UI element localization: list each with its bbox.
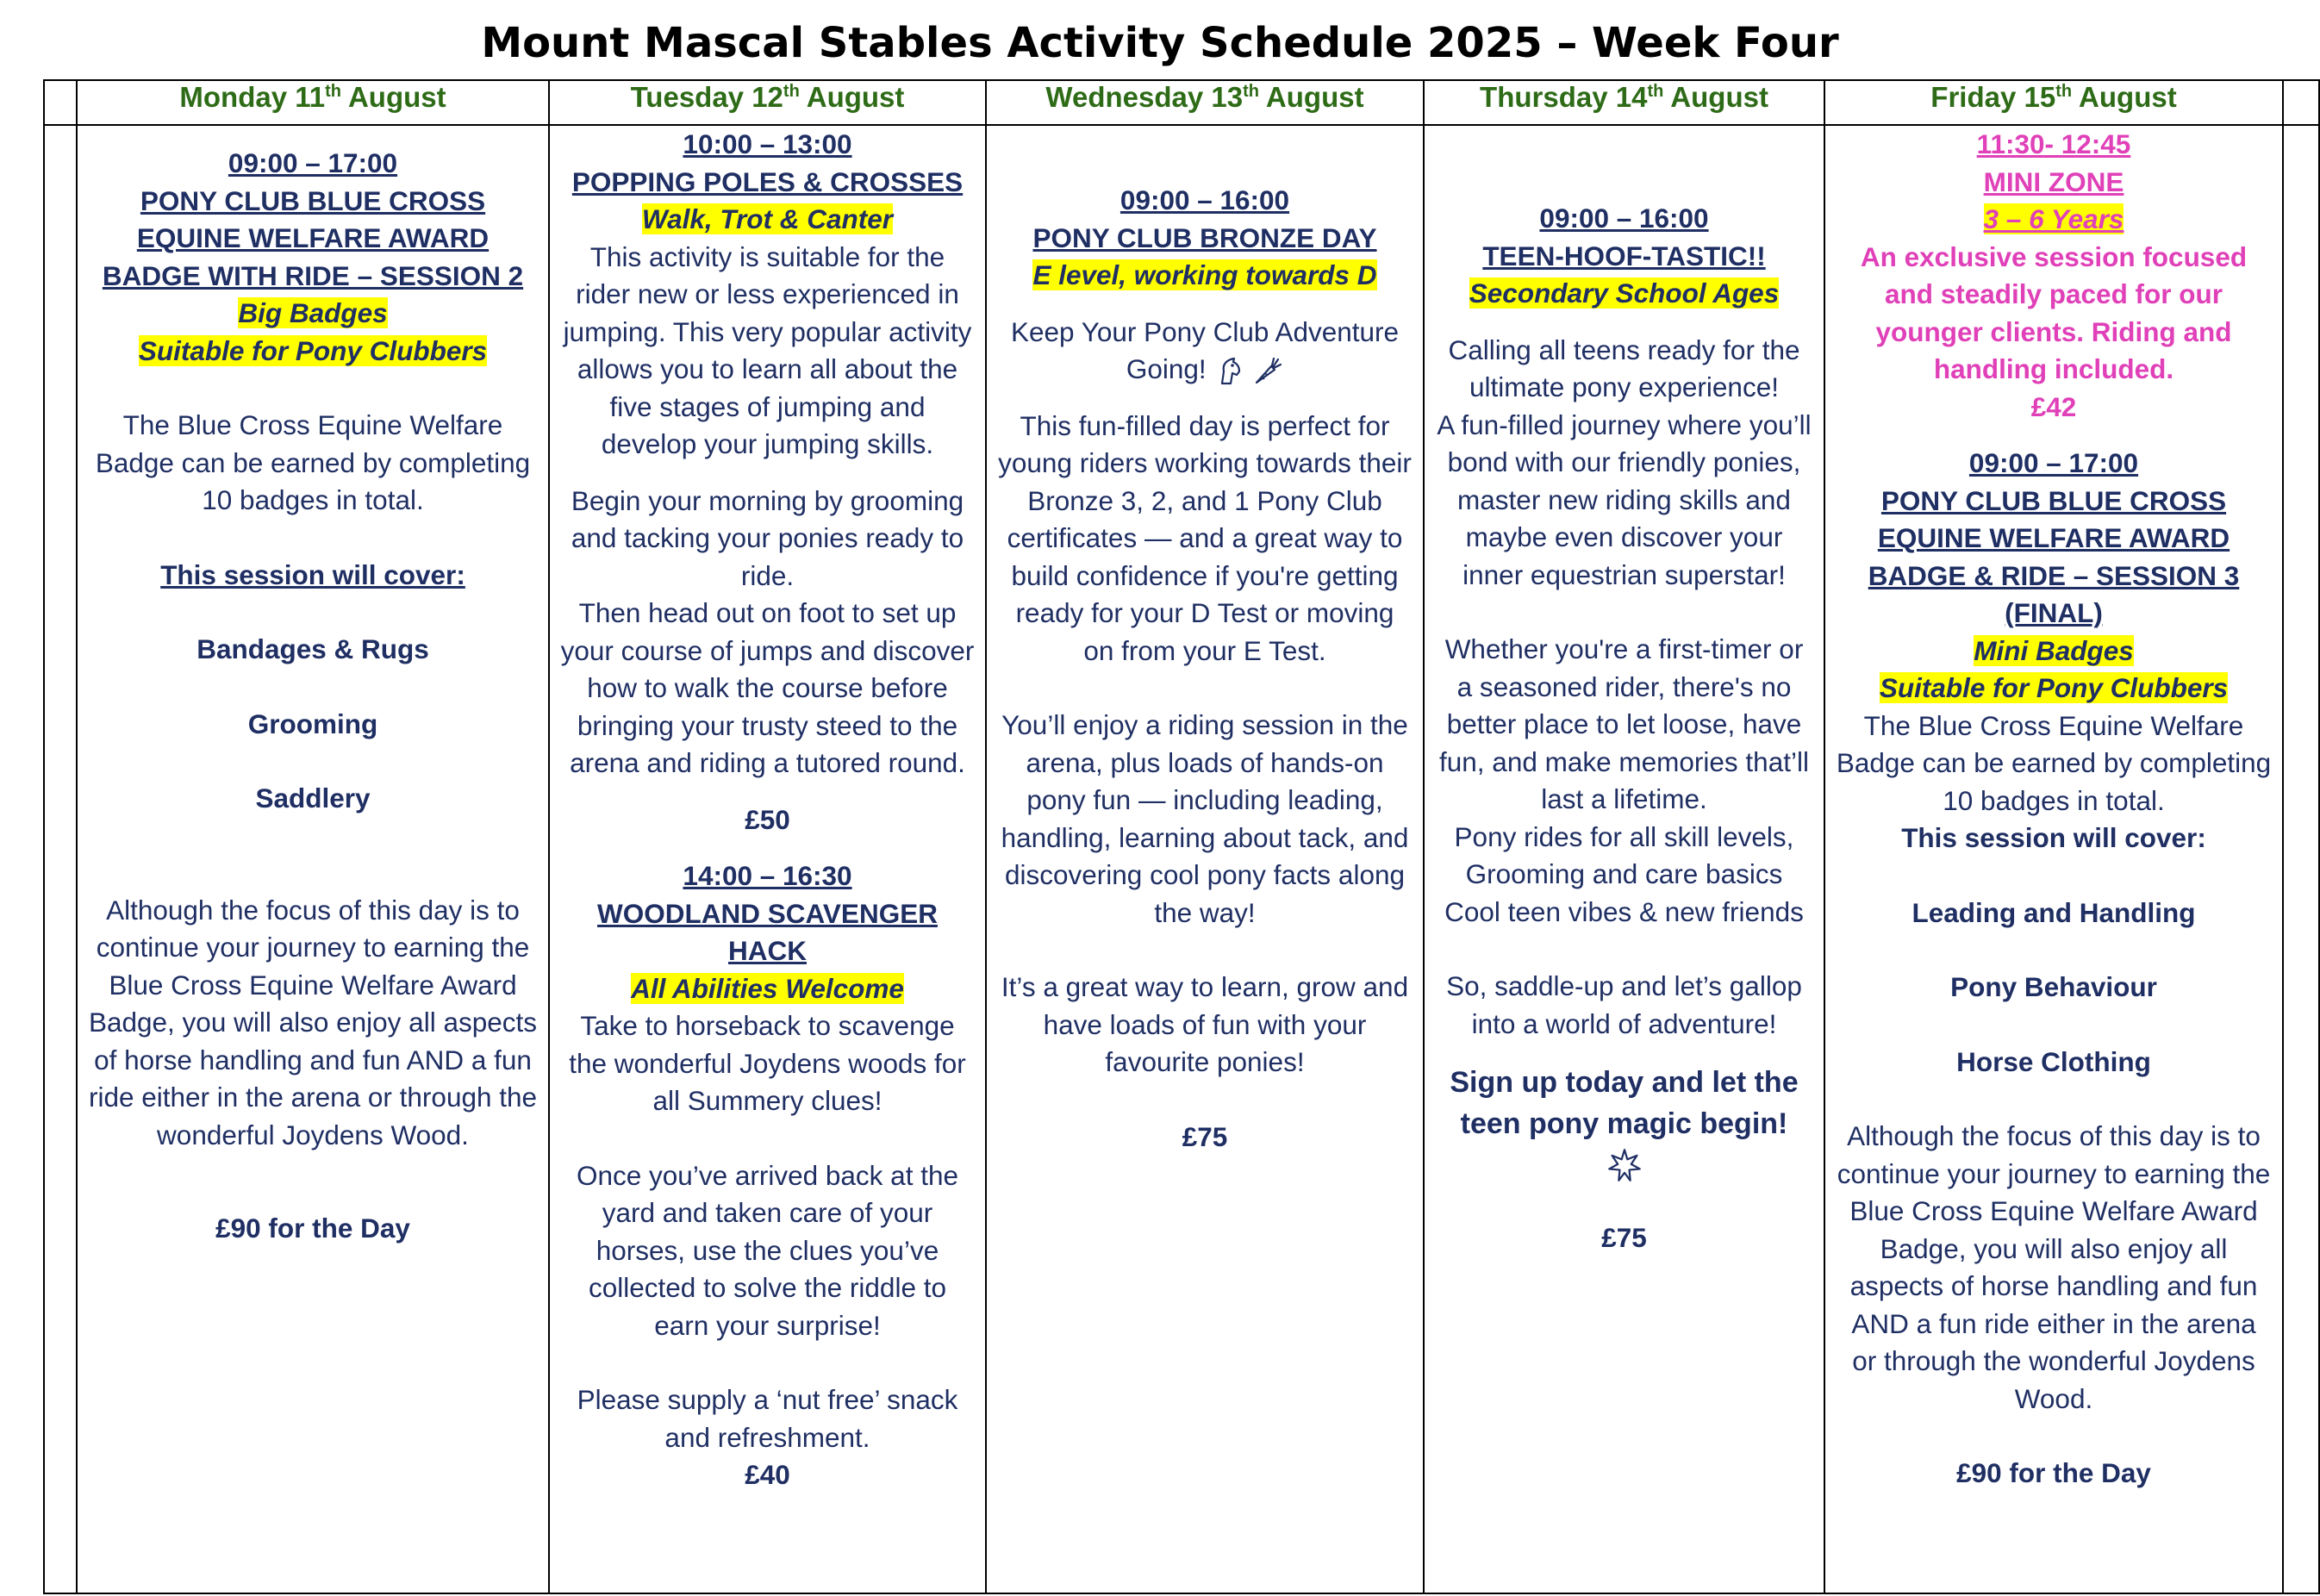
carrot-icon <box>1252 356 1283 387</box>
friday-topic: Leading and Handling <box>1912 896 2196 928</box>
tuesday-description: Begin your morning by grooming and tacking your ponies ready to ride. <box>571 484 964 591</box>
monday-price: £90 for the Day <box>215 1213 410 1244</box>
tuesday-description: Please supply a ‘nut free’ snack and refreshment. <box>577 1384 958 1453</box>
wednesday-cell <box>986 125 1424 1593</box>
thursday-description: Calling all teens ready for the ultimate pony experience! <box>1448 334 1800 402</box>
friday-event-badge-day: PONY CLUB BLUE CROSS EQUINE WELFARE AWARD BADGE & RIDE – SESSION 3 (FINAL) <box>1868 484 2240 628</box>
monday-tag-big-badges: Big Badges <box>238 297 388 328</box>
day-header-wednesday: Wednesday 13th August <box>986 80 1424 125</box>
thursday-event-title: TEEN-HOOF-TASTIC!! <box>1482 240 1766 271</box>
left-margin-cell <box>44 125 77 1593</box>
wednesday-description: This fun-filled day is perfect for young riders working towards their Bronze 3, 2, and 1 Pony Club certificates — and a great way to build confidence if you're getting ready for your D Test or moving on from your E Test. <box>998 409 1412 666</box>
thursday-price: £75 <box>1601 1221 1647 1253</box>
horse-head-icon <box>1213 356 1244 387</box>
thursday-tag-ages: Secondary School Ages <box>1469 277 1780 309</box>
sparkle-icon <box>1607 1148 1642 1182</box>
friday-event-mini-zone: MINI ZONE <box>1983 165 2124 197</box>
thursday-description: So, saddle-up and let’s gallop into a world of adventure! <box>1446 970 1802 1039</box>
friday-mini-zone-description: An exclusive session focused and steadily paced for our younger clients. Riding and handling included. <box>1860 240 2248 384</box>
monday-description: Although the focus of this day is to continue your journey to earning the Blue Cross Equine Welfare Award Badge, you will also enjoy all aspects of horse handling and fun AND a fun ride either in the arena or through the wonderful Joydens Wood. <box>88 894 538 1150</box>
friday-topic: Pony Behaviour <box>1950 971 2157 1002</box>
monday-topic: Saddlery <box>255 782 371 814</box>
right-margin-cell <box>2283 125 2319 1593</box>
tuesday-time-afternoon: 14:00 – 16:30 <box>683 860 852 891</box>
tuesday-tag-walk-trot-canter: Walk, Trot & Canter <box>641 203 894 234</box>
friday-price-mini-zone: £42 <box>2030 390 2077 422</box>
tuesday-tag-all-abilities: All Abilities Welcome <box>631 972 904 1004</box>
day-header-friday: Friday 15th August <box>1824 80 2283 125</box>
tuesday-description: This activity is suitable for the rider new or less experienced in jumping. This very popular activity allows you to learn all about the five stages of jumping and develop your jumping skills. <box>563 240 972 459</box>
page-title: Mount Mascal Stables Activity Schedule 2025 – Week Four <box>481 19 1839 67</box>
tuesday-description: Take to horseback to scavenge the wonderful Joydens woods for all Summery clues! <box>569 1010 966 1116</box>
tuesday-event-woodland-hack: WOODLAND SCAVENGER HACK <box>597 897 938 966</box>
friday-intro: The Blue Cross Equine Welfare Badge can be earned by completing 10 badges in total. <box>1836 709 2272 816</box>
thursday-list-item: Grooming and care basics <box>1465 858 1783 889</box>
thursday-description: Whether you're a first-timer or a seasoned rider, there's no better place to let loose, have fun, and make memories that’ll last a lifetime. <box>1439 633 1809 814</box>
content-row <box>44 125 2319 1593</box>
tuesday-description: Once you’ve arrived back at the yard and taken care of your horses, use the clues you’ve collected to solve the riddle to earn your surprise! <box>577 1159 958 1341</box>
monday-intro: The Blue Cross Equine Welfare Badge can be earned by completing 10 badges in total. <box>95 409 531 515</box>
friday-tag-mini-badges: Mini Badges <box>1974 634 2134 666</box>
tuesday-description: Then head out on foot to set up your course of jumps and discover how to walk the course before bringing your trusty steed to the arena and riding a tutored round. <box>560 597 975 778</box>
friday-tag-pony-clubbers: Suitable for Pony Clubbers <box>1879 672 2229 703</box>
friday-tag-ages: 3 – 6 Years <box>1983 203 2124 234</box>
friday-cover-heading: This session will cover: <box>1901 822 2206 853</box>
wednesday-description: You’ll enjoy a riding session in the arena, plus loads of hands-on pony fun — including leading, handling, learning about tack, and discovering cool pony facts along the way! <box>1001 709 1409 928</box>
wednesday-price: £75 <box>1182 1120 1228 1152</box>
friday-price: £90 for the Day <box>1956 1457 2151 1488</box>
monday-topic: Grooming <box>247 708 378 739</box>
day-header-tuesday: Tuesday 12th August <box>549 80 986 125</box>
schedule-table <box>43 79 2320 1594</box>
thursday-cell <box>1424 125 1824 1593</box>
wednesday-tag-level: E level, working towards D <box>1032 259 1377 290</box>
friday-description: Although the focus of this day is to continue your journey to earning the Blue Cross Equine Welfare Award Badge, you will also enjoy all aspects of horse handling and fun AND a fun ride either in the arena or through the wonderful Joydens Wood. <box>1837 1120 2271 1414</box>
friday-topic: Horse Clothing <box>1956 1045 2151 1077</box>
monday-event-title: PONY CLUB BLUE CROSS EQUINE WELFARE AWARD BADGE WITH RIDE – SESSION 2 <box>102 184 524 291</box>
monday-topic: Bandages & Rugs <box>196 633 429 664</box>
left-margin-cell <box>44 80 77 125</box>
tuesday-price-afternoon: £40 <box>745 1459 790 1490</box>
tuesday-cell <box>549 125 986 1593</box>
thursday-call-to-action: Sign up today and let the teen pony magic begin! <box>1450 1066 1799 1140</box>
tuesday-price-morning: £50 <box>745 803 790 835</box>
monday-cell <box>77 125 549 1593</box>
friday-cell <box>1824 125 2283 1593</box>
tuesday-time-morning: 10:00 – 13:00 <box>683 128 852 159</box>
right-margin-cell <box>2283 80 2319 125</box>
friday-time-mini-zone: 11:30- 12:45 <box>1976 128 2131 159</box>
thursday-time: 09:00 – 16:00 <box>1539 203 1709 234</box>
monday-tag-pony-clubbers: Suitable for Pony Clubbers <box>138 334 488 366</box>
wednesday-time: 09:00 – 16:00 <box>1119 184 1290 215</box>
wednesday-description: It’s a great way to learn, grow and have loads of fun with your favourite ponies! <box>1001 971 1409 1077</box>
monday-cover-heading: This session will cover: <box>160 558 465 590</box>
thursday-description: A fun-filled journey where you’ll bond with our friendly ponies, master new riding skills and maybe even discover your inner equestrian superstar! <box>1437 408 1812 590</box>
friday-time-badge-day: 09:00 – 17:00 <box>1968 447 2139 478</box>
wednesday-lead: Keep Your Pony Club Adventure Going! <box>997 314 1413 389</box>
thursday-list-item: Cool teen vibes & new friends <box>1444 895 1804 927</box>
day-header-thursday: Thursday 14th August <box>1424 80 1824 125</box>
tuesday-event-popping-poles: POPPING POLES & CROSSES <box>571 165 964 197</box>
day-header-monday: Monday 11th August <box>77 80 549 125</box>
monday-time: 09:00 – 17:00 <box>228 147 398 178</box>
thursday-list-item: Pony rides for all skill levels, <box>1454 820 1794 852</box>
header-row <box>44 80 2319 125</box>
wednesday-event-title: PONY CLUB BRONZE DAY <box>1032 221 1377 253</box>
